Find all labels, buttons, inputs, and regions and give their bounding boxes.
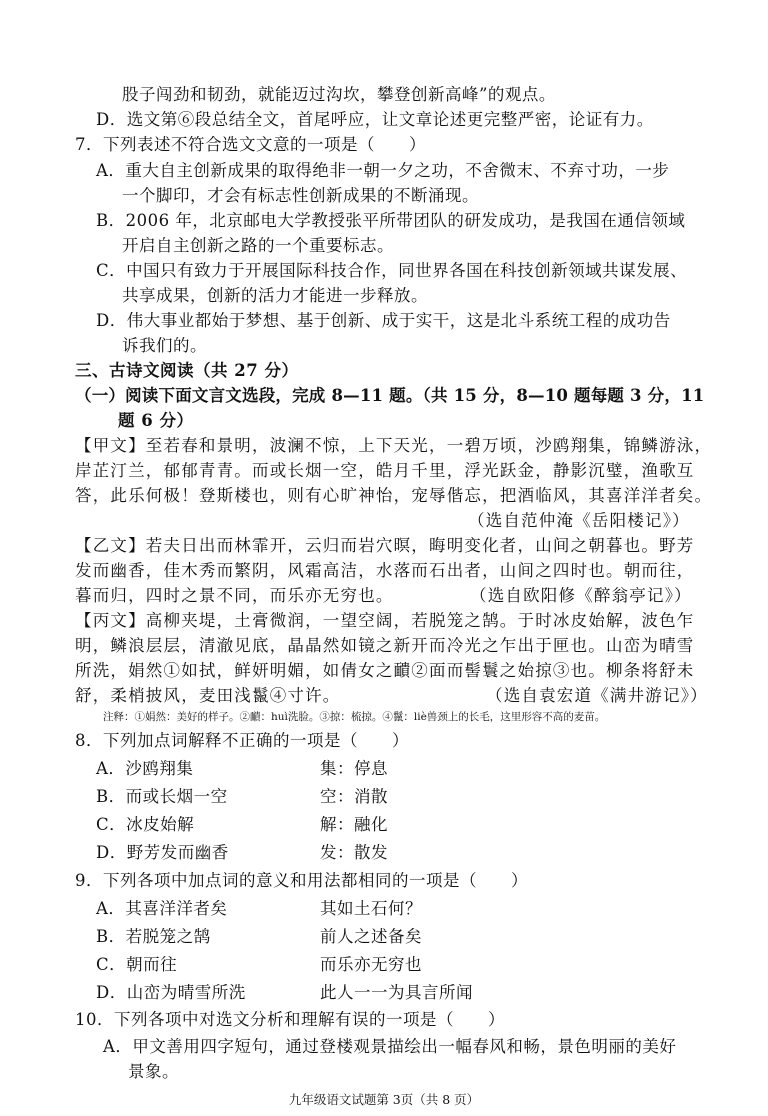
passage-bing: 明，鳞浪层层，清澈见底，晶晶然如镜之新开而冷光之乍出于匣也。山峦为晴雪 bbox=[75, 636, 695, 655]
q7-option-a-cont: 一个脚印，才会有标志性创新成果的不断涌现。 bbox=[122, 186, 479, 205]
question-9: 9．下列各项中加点词的意义和用法都相同的一项是（ ） bbox=[75, 871, 528, 890]
q9-option-left: B．若脱笼之鹄 bbox=[96, 927, 211, 946]
annotation-note: 注释：①娟然：美好的样子。②靧：huì洗脸。③掠：梳掠。④鬣：liè兽颈上的长毛，这里形容不高的麦苗。 bbox=[103, 711, 606, 723]
q8-option-right: 集：停息 bbox=[320, 759, 388, 778]
q8-option-left: A．沙鸥翔集 bbox=[96, 759, 194, 778]
q9-option-left: A．其喜洋洋者矣 bbox=[96, 899, 228, 918]
passage-source: （选自袁宏道《满井游记》） bbox=[486, 686, 708, 705]
q8-option-left: B．而或长烟一空 bbox=[96, 787, 228, 806]
subsection-heading: （一）阅读下面文言文选段，完成 8—11 题。（共 15 分，8—10 题每题 3 分，11 bbox=[75, 386, 705, 405]
q8-option-right: 发：散发 bbox=[320, 843, 388, 862]
q7-option-d: D．伟大事业都始于梦想、基于创新、成于实干，这是北斗系统工程的成功告 bbox=[96, 311, 671, 330]
section-heading: 三、古诗文阅读（共 27 分） bbox=[75, 361, 299, 380]
q8-option-right: 解：融化 bbox=[320, 815, 388, 834]
q9-option-right: 前人之述备矣 bbox=[320, 927, 422, 946]
q8-option-right: 空：消散 bbox=[320, 787, 388, 806]
question-8: 8．下列加点词解释不正确的一项是（ ） bbox=[75, 731, 409, 750]
passage-yi: 发而幽香，佳木秀而繁阴，风霜高洁，水落而石出者，山间之四时也。朝而往， bbox=[75, 561, 695, 580]
q10-option-a-cont: 景象。 bbox=[128, 1062, 179, 1081]
q7-option-c: C．中国只有致力于开展国际科技合作，同世界各国在科技创新领域共谋发展、 bbox=[96, 261, 688, 280]
page-footer: 九年级语文试题第 3页（共 8 页） bbox=[288, 1092, 480, 1107]
q9-option-right: 而乐亦无穷也 bbox=[320, 955, 422, 974]
q8-option-left: C．冰皮始解 bbox=[96, 815, 195, 834]
q7-option-b: B．2006 年，北京邮电大学教授张平所带团队的研发成功，是我国在通信领域 bbox=[96, 211, 686, 230]
q7-option-a: A．重大自主创新成果的取得绝非一朝一夕之功，不舍微末、不弃寸功，一步 bbox=[96, 161, 670, 180]
q9-option-right: 此人一一为具言所闻 bbox=[320, 983, 473, 1002]
question-7: 7．下列表述不符合选文文意的一项是（ ） bbox=[75, 135, 426, 154]
q7-option-d-cont: 诉我们的。 bbox=[122, 336, 207, 355]
passage-jia: 岸芷汀兰，郁郁青青。而或长烟一空，皓月千里，浮光跃金，静影沉璧，渔歌互 bbox=[75, 461, 695, 480]
text-line: 股子闯劲和韧劲，就能迈过沟坎，攀登创新高峰”的观点。 bbox=[122, 85, 556, 104]
q7-option-c-cont: 共享成果，创新的活力才能进一步释放。 bbox=[122, 286, 428, 305]
passage-jia: 【甲文】至若春和景明，波澜不惊，上下天光，一碧万顷，沙鸥翔集，锦鳞游泳， bbox=[75, 436, 713, 455]
passage-bing: 【丙文】高柳夹堤，土膏微润，一望空阔，若脱笼之鹄。于时冰皮始解，波色乍 bbox=[75, 611, 695, 630]
q9-option-left: C．朝而往 bbox=[96, 955, 178, 974]
subsection-heading-cont: 题 6 分） bbox=[118, 411, 194, 430]
q10-option-a: A．甲文善用四字短句，通过登楼观景描绘出一幅春风和畅，景色明丽的美好 bbox=[103, 1037, 677, 1056]
passage-source: （选自范仲淹《岳阳楼记》） bbox=[468, 511, 690, 530]
option-d: D．选文第⑥段总结全文，首尾呼应，让文章论述更完整严密，论证有力。 bbox=[96, 110, 654, 129]
passage-yi: 【乙文】若夫日出而林霏开，云归而岩穴暝，晦明变化者，山间之朝暮也。野芳 bbox=[75, 536, 695, 555]
q9-option-left: D．山峦为晴雪所洗 bbox=[96, 983, 246, 1002]
question-10: 10．下列各项中对选文分析和理解有误的一项是（ ） bbox=[75, 1010, 505, 1029]
passage-bing: 所洗，娟然①如拭，鲜妍明媚，如倩女之靧②面而髻鬟之始掠③也。柳条将舒未 bbox=[75, 661, 695, 680]
passage-yi: 暮而归，四时之景不同，而乐亦无穷也。 bbox=[75, 586, 394, 605]
passage-bing: 舒，柔梢披风，麦田浅鬣④寸许。 bbox=[75, 686, 341, 705]
passage-jia: 答，此乐何极！登斯楼也，则有心旷神怡，宠辱偕忘，把酒临风，其喜洋洋者矣。 bbox=[75, 486, 713, 505]
q7-option-b-cont: 开启自主创新之路的一个重要标志。 bbox=[122, 236, 394, 255]
q8-option-left: D．野芳发而幽香 bbox=[96, 843, 229, 862]
q9-option-right: 其如土石何？ bbox=[320, 899, 422, 918]
passage-source: （选自欧阳修《醉翁亭记》） bbox=[470, 586, 692, 605]
